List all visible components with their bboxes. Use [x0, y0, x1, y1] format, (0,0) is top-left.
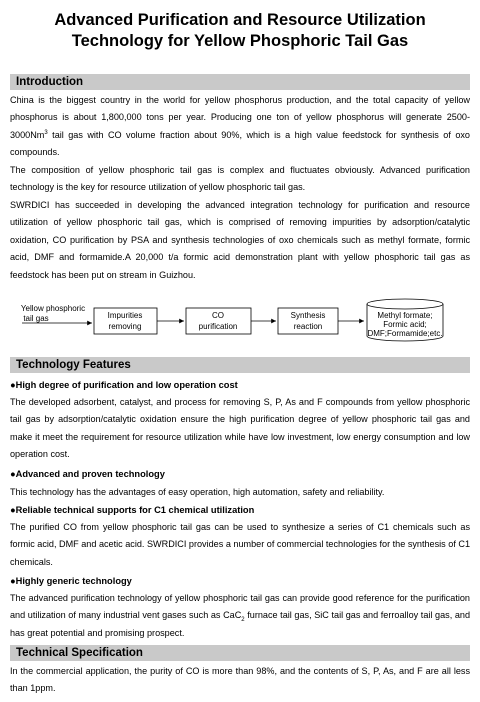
document-title: [0, 10, 480, 52]
flow-input-label-2: tail gas: [23, 314, 49, 323]
flow-box3-line1: Synthesis: [290, 311, 326, 320]
feature-3-title: ●Reliable technical supports for C1 chemical utilization: [10, 505, 255, 515]
feature-3-text: The purified CO from yellow phosphoric tail gas can be used to synthesize a series of C1 chemicals such as formic acid, DMF and acetic acid. SWRDICI provides a number of commercial technologies for the synthesis of C1 chemicals.: [10, 522, 470, 567]
section-header-features: Technology Features: [10, 357, 470, 373]
feature-2-text: This technology has the advantages of easy operation, high automation, safety and reliability.: [10, 487, 385, 497]
feature-2-title: ●Advanced and proven technology: [10, 469, 165, 479]
section-header-spec: Technical Specification: [10, 645, 470, 661]
flow-product-line2: Formic acid;: [383, 320, 427, 329]
flow-input-label-1: Yellow phosphoric: [20, 304, 86, 313]
intro-paragraph-1: China is the biggest country in the world for yellow phosphorus production, and the total capacity of yellow phosphorus is about 1,800,000 tons per year. Producing one ton of yellow phosphorus will generate 2500-3000Nm$^3$ tail gas with CO volume fraction about 90%, which is a high value feedstock for synthesis of oxo compounds.: [10, 95, 470, 158]
feature-4-title: ●Highly generic technology: [10, 576, 132, 586]
flow-box2-line2: purification: [198, 322, 238, 331]
section-header-introduction: Introduction: [10, 74, 470, 90]
title-line-2: Technology for Yellow Phosphoric Tail Gas: [71, 32, 409, 50]
spec-text: In the commercial application, the purity of CO is more than 98%, and the contents of S, P, As, and F are all less than 1ppm.: [10, 666, 470, 694]
flow-product-line3: DMF;Formamide;etc.: [367, 329, 443, 338]
process-flow-diagram: [0, 296, 480, 346]
intro-paragraph-2: The composition of yellow phosphoric tail gas is complex and fluctuates obviously. Advanced purification technology is the key for resource utilization of yellow phosphoric tail gas.: [10, 165, 470, 193]
feature-4-text: The advanced purification technology of yellow phosphoric tail gas can provide good reference for the purification and utilization of many industrial vent gases such as CaC$_2$ furnace tail gas, SiC tail gas and ferroalloy tail gas, and has great potential and promising prospect.: [10, 593, 471, 638]
flow-product-line1: Methyl formate;: [377, 311, 433, 320]
flow-box2-line1: CO: [212, 311, 224, 320]
feature-1-title: ●High degree of purification and low operation cost: [10, 380, 238, 390]
feature-1-text: The developed adsorbent, catalyst, and process for removing S, P, As and F compounds from yellow phosphoric tail gas by adsorption/catalytic oxidation ensure the high purification degree of yellow phosphoric tail gas and make it meet the requirement for resource utilization while have low investment, low energy consumption and low operation cost.: [10, 397, 470, 460]
intro-paragraph-3: SWRDICI has succeeded in developing the advanced integration technology for purification and resource utilization of yellow phosphoric tail gas, which is comprised of removing impurities by adsorption/catalytic oxidation, CO purification by PSA and synthesis technologies of oxo chemicals such as methyl formate, formic acid, DMF and formamide.A 20,000 t/a formic acid demonstration plant with yellow phosphoric tail gas as feedstock has been put on stream in Guizhou.: [10, 200, 470, 280]
flow-box3-line2: reaction: [293, 322, 323, 331]
flow-product-cylinder-top: [367, 299, 443, 309]
flow-box1-line1: Impurities: [107, 311, 143, 320]
flow-box1-line2: removing: [108, 322, 142, 331]
title-line-1: Advanced Purification and Resource Utilization: [54, 11, 426, 29]
